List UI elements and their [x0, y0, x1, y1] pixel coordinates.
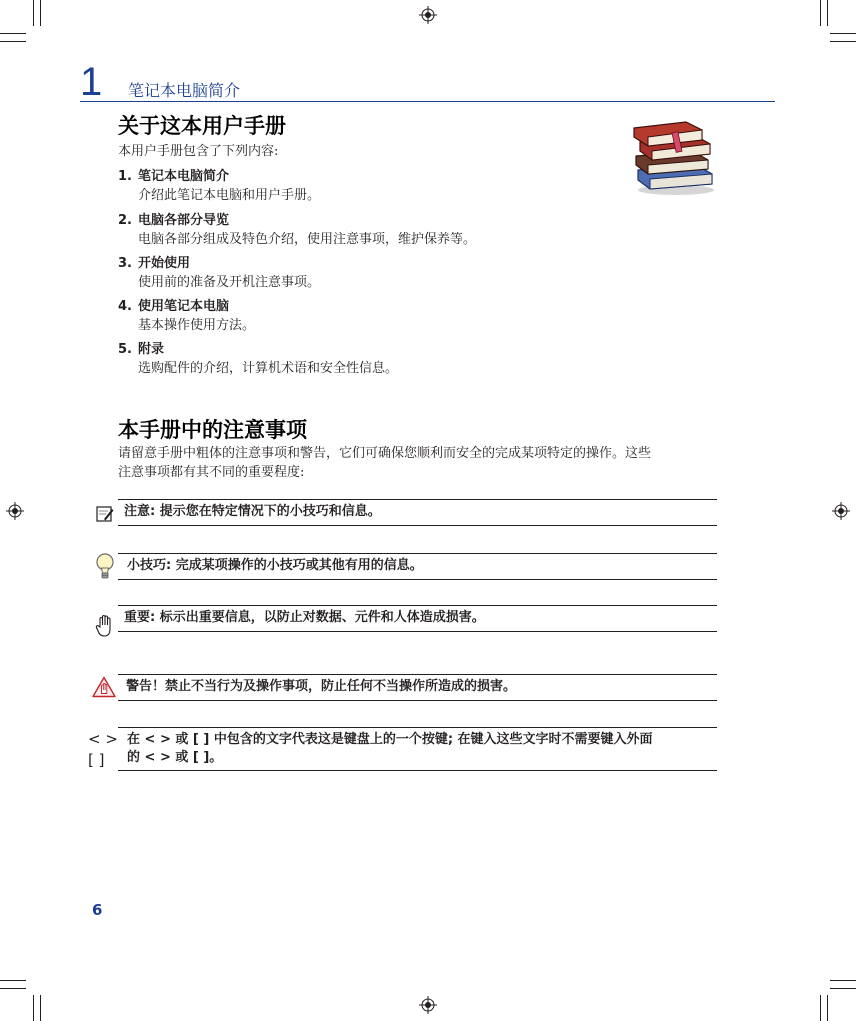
- list-item-title: 使用笔记本电脑: [138, 299, 230, 314]
- square-brackets-symbol: [ ]: [88, 751, 105, 769]
- registration-mark-icon: [832, 502, 850, 520]
- important-callout: [118, 605, 717, 632]
- angle-brackets-symbol: < >: [88, 730, 118, 748]
- list-item-number: 1.: [118, 169, 132, 184]
- chapter-number: 1: [80, 60, 103, 104]
- lightbulb-icon: [95, 553, 115, 581]
- list-item-description: 选购配件的介绍，计算机术语和安全性信息。: [138, 361, 399, 376]
- list-item-title: 笔记本电脑简介: [138, 169, 230, 184]
- list-item-description: 使用前的准备及开机注意事项。: [138, 275, 321, 290]
- section-title-notices: 本手册中的注意事项: [118, 418, 307, 442]
- books-icon: [628, 116, 720, 196]
- notices-paragraph-line-2: 注意事项都有其不同的重要程度:: [118, 465, 305, 480]
- registration-mark-icon: [419, 996, 437, 1014]
- registration-mark-icon: [6, 502, 24, 520]
- list-item-title: 开始使用: [138, 256, 191, 271]
- note-text: 注意: 提示您在特定情况下的小技巧和信息。: [124, 504, 381, 519]
- section-intro: 本用户手册包含了下列内容:: [118, 144, 279, 159]
- note-callout: [118, 499, 717, 526]
- chapter-title: 笔记本电脑简介: [128, 81, 241, 100]
- list-item-number: 5.: [118, 342, 132, 357]
- tip-text: 小技巧: 完成某项操作的小技巧或其他有用的信息。: [127, 558, 423, 573]
- list-item-title: 附录: [138, 342, 165, 357]
- important-text: 重要: 标示出重要信息，以防止对数据、元件和人体造成损害。: [124, 610, 485, 625]
- notices-paragraph-line-1: 请留意手册中粗体的注意事项和警告，它们可确保您顺利而安全的完成某项特定的操作。这些: [118, 446, 652, 461]
- tip-callout: [118, 553, 717, 580]
- section-title-about-manual: 关于这本用户手册: [118, 114, 286, 138]
- warning-callout: [118, 674, 717, 701]
- list-item-description: 基本操作使用方法。: [138, 318, 256, 333]
- list-item-number: 4.: [118, 299, 132, 314]
- keys-text-line-2: 的 < > 或 [ ]。: [127, 750, 223, 765]
- registration-mark-icon: [419, 6, 437, 24]
- list-item-title: 电脑各部分导览: [138, 213, 230, 228]
- hand-stop-icon: [95, 614, 115, 638]
- warning-hand-icon: [92, 676, 116, 698]
- note-pencil-icon: [96, 505, 114, 523]
- list-item-number: 3.: [118, 256, 132, 271]
- page-number: 6: [92, 901, 103, 919]
- list-item-description: 电脑各部分组成及特色介绍，使用注意事项，维护保养等。: [138, 232, 477, 247]
- keys-text-line-1: 在 < > 或 [ ] 中包含的文字代表这是键盘上的一个按键; 在键入这些文字时不需要键入外面: [127, 732, 653, 747]
- list-item-number: 2.: [118, 213, 132, 228]
- list-item-description: 介绍此笔记本电脑和用户手册。: [138, 188, 321, 203]
- chapter-divider: [80, 101, 775, 102]
- keys-callout: [118, 727, 717, 771]
- warning-text: 警告！禁止不当行为及操作事项，防止任何不当操作所造成的损害。: [126, 679, 517, 694]
